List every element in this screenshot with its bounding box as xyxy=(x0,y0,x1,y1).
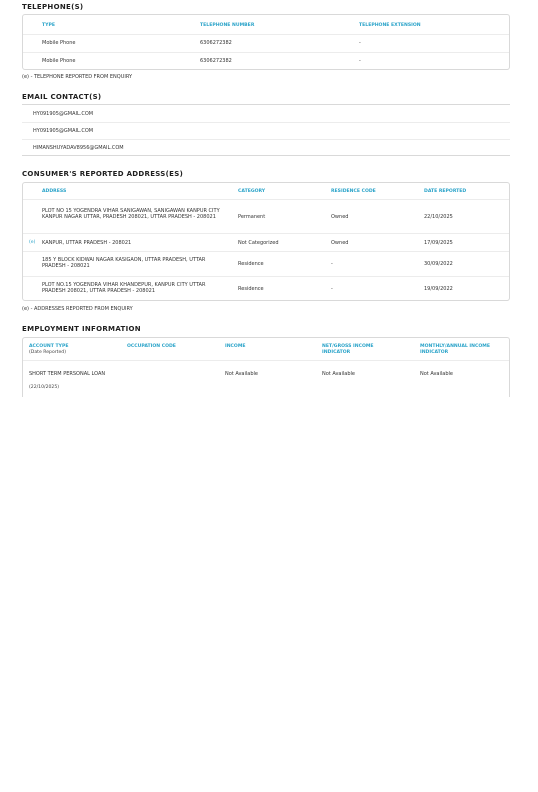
telephone-number-header: TELEPHONE NUMBER xyxy=(200,23,255,28)
occupation-code-header: OCCUPATION CODE xyxy=(127,344,176,349)
divider xyxy=(22,139,510,140)
address-text: KANPUR, UTTAR PRADESH - 208021 xyxy=(42,240,132,246)
emails-list xyxy=(22,104,510,156)
date-reported-value: (22/10/2025) xyxy=(29,385,60,390)
account-type-value: SHORT TERM PERSONAL LOAN xyxy=(29,371,106,377)
divider xyxy=(22,122,510,123)
email-item: HY091905@GMAIL.COM xyxy=(33,128,94,134)
divider xyxy=(23,233,509,234)
address-date-reported: 30/09/2022 xyxy=(424,261,453,267)
net-gross-income-value: Not Available xyxy=(322,371,355,377)
telephone-number: 6306272382 xyxy=(200,58,232,64)
email-item: HY091905@GMAIL.COM xyxy=(33,111,94,117)
address-residence-code: Owned xyxy=(331,240,349,246)
telephones-section-title: TELEPHONE(S) xyxy=(22,3,84,11)
address-date-reported: 19/09/2022 xyxy=(424,286,453,292)
residence-code-header: RESIDENCE CODE xyxy=(331,189,376,194)
address-date-reported: 22/10/2025 xyxy=(424,214,453,220)
address-note: (e) - ADDRESSES REPORTED FROM ENQUIRY xyxy=(22,306,133,312)
monthly-annual-income-value: Not Available xyxy=(420,371,453,377)
address-text: PLOT NO 15 YOGENDRA VIHAR SANIGAWAN, SANIGAWAN KANPUR CITY KANPUR NAGAR UTTAR, PRADESH 208021, UTTAR PRADESH - 208021 xyxy=(42,208,220,221)
date-reported-subheader: (Date Reported) xyxy=(29,350,66,355)
category-header: CATEGORY xyxy=(238,189,266,194)
telephone-type: Mobile Phone xyxy=(42,40,76,46)
net-gross-income-header: NET/GROSS INCOME INDICATOR xyxy=(322,344,374,355)
address-date-reported: 17/09/2025 xyxy=(424,240,453,246)
telephone-extension: - xyxy=(359,40,361,46)
divider xyxy=(23,199,509,200)
address-residence-code: - xyxy=(331,261,333,267)
enquiry-marker: (e) xyxy=(29,240,36,245)
telephone-extension: - xyxy=(359,58,361,64)
divider xyxy=(23,34,509,35)
address-category: Permanent xyxy=(238,214,266,220)
address-category: Residence xyxy=(238,261,264,267)
address-residence-code: - xyxy=(331,286,333,292)
address-text: PLOT NO.15 YOGENDRA VIHAR KHANDEPUR, KANPUR CITY UTTAR PRADESH 208021, UTTAR PRADESH - 208021 xyxy=(42,282,206,295)
address-text: 185 Y BLOCK KIDWAI NAGAR KASIGAON, UTTAR PRADESH, UTTAR PRADESH - 208021 xyxy=(42,257,206,270)
address-category: Residence xyxy=(238,286,264,292)
address-residence-code: Owned xyxy=(331,214,349,220)
email-item: HIMANSHUYADAV8956@GMAIL.COM xyxy=(33,145,124,151)
telephone-type: Mobile Phone xyxy=(42,58,76,64)
account-type-header: ACCOUNT TYPE xyxy=(29,344,69,349)
telephone-extension-header: TELEPHONE EXTENSION xyxy=(359,23,421,28)
employment-table xyxy=(22,337,510,397)
divider xyxy=(23,52,509,53)
telephone-number: 6306272382 xyxy=(200,40,232,46)
telephone-note: (e) - TELEPHONE REPORTED FROM ENQUIRY xyxy=(22,74,133,80)
divider xyxy=(23,276,509,277)
income-header: INCOME xyxy=(225,344,246,349)
telephones-table xyxy=(22,14,510,70)
divider xyxy=(23,251,509,252)
address-header: ADDRESS xyxy=(42,189,67,194)
employment-section-title: EMPLOYMENT INFORMATION xyxy=(22,325,141,333)
address-category: Not Categorized xyxy=(238,240,279,246)
income-value: Not Available xyxy=(225,371,258,377)
monthly-annual-income-header: MONTHLY/ANNUAL INCOME INDICATOR xyxy=(420,344,490,355)
telephone-type-header: TYPE xyxy=(42,23,55,28)
addresses-section-title: CONSUMER'S REPORTED ADDRESS(ES) xyxy=(22,170,184,178)
emails-section-title: EMAIL CONTACT(S) xyxy=(22,93,102,101)
divider xyxy=(23,360,509,361)
date-reported-header: DATE REPORTED xyxy=(424,189,467,194)
addresses-table xyxy=(22,182,510,301)
